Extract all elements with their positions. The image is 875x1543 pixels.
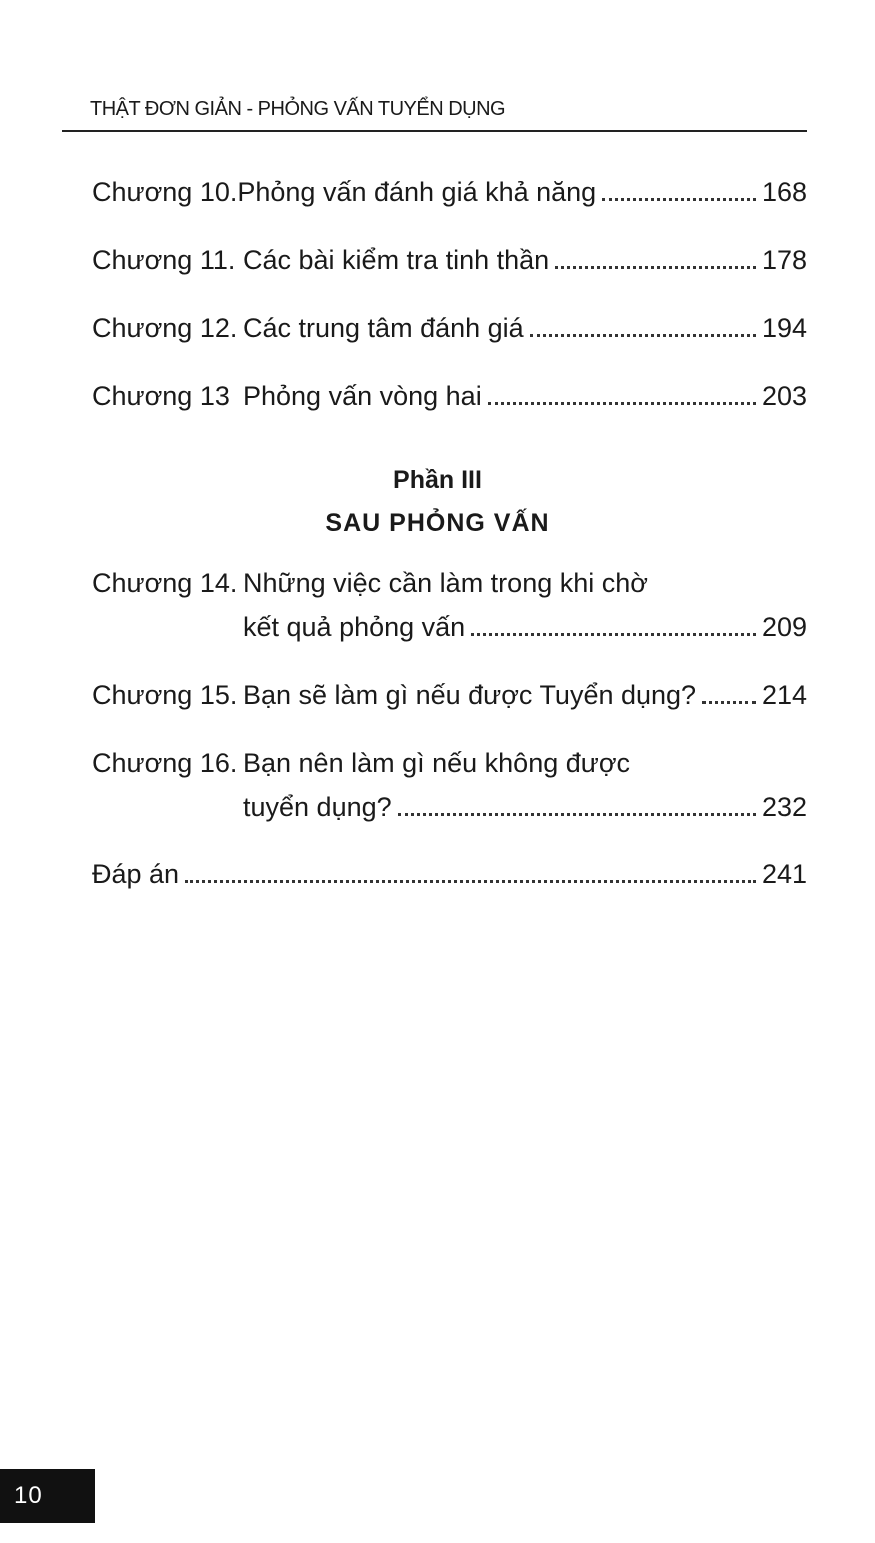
page-number: 194 xyxy=(761,313,807,343)
page-number: 214 xyxy=(761,680,807,710)
chapter-label: Chương 13 xyxy=(92,381,230,411)
dot-leader xyxy=(185,880,756,883)
page-number: 203 xyxy=(761,381,807,411)
toc-entry-answers[interactable] xyxy=(92,856,807,892)
chapter-label: Chương 16. xyxy=(92,748,238,778)
chapter-title-continued: tuyển dụng? xyxy=(243,792,392,822)
toc-entry-chapter-10[interactable] xyxy=(92,174,807,210)
page-folio: 10 xyxy=(0,1469,95,1523)
page-number: 209 xyxy=(761,612,807,642)
dot-leader xyxy=(488,402,756,405)
page-number: 178 xyxy=(761,245,807,275)
toc-entry-chapter-15[interactable] xyxy=(92,677,807,713)
chapter-title: Các bài kiểm tra tinh thần xyxy=(243,245,550,275)
chapter-title-continued: kết quả phỏng vấn xyxy=(243,612,466,642)
toc-entry-chapter-14[interactable] xyxy=(92,565,807,601)
chapter-title: Các trung tâm đánh giá xyxy=(243,313,524,343)
chapter-title: Phỏng vấn đánh giá khả năng xyxy=(237,177,597,207)
chapter-title: Phỏng vấn vòng hai xyxy=(243,381,482,411)
part-title: SAU PHỎNG VẤN xyxy=(325,509,550,537)
chapter-title: Những việc cần làm trong khi chờ xyxy=(243,568,648,598)
page-number: 168 xyxy=(761,177,807,207)
header-rule xyxy=(62,130,807,132)
dot-leader xyxy=(530,334,756,337)
chapter-label: Chương 14. xyxy=(92,568,238,598)
toc-entry-chapter-11[interactable] xyxy=(92,242,807,278)
chapter-title: Bạn sẽ làm gì nếu được Tuyển dụng? xyxy=(243,680,697,710)
dot-leader xyxy=(471,633,756,636)
page-number: 232 xyxy=(761,792,807,822)
page-number: 241 xyxy=(761,859,807,889)
toc-entry-chapter-14-continued[interactable] xyxy=(92,609,807,645)
dot-leader xyxy=(398,813,756,816)
answers-label: Đáp án xyxy=(92,859,180,889)
toc-entry-chapter-12[interactable] xyxy=(92,310,807,346)
dot-leader xyxy=(602,198,756,201)
chapter-label: Chương 12. xyxy=(92,313,238,343)
chapter-label: Chương 11. xyxy=(92,245,236,275)
part-number: Phần III xyxy=(393,466,482,494)
chapter-title: Bạn nên làm gì nếu không được xyxy=(243,748,631,778)
toc-entry-chapter-13[interactable] xyxy=(92,378,807,414)
dot-leader xyxy=(555,266,756,269)
chapter-label: Chương 10. xyxy=(92,177,238,207)
dot-leader xyxy=(702,701,756,704)
running-header: THẬT ĐƠN GIẢN - PHỎNG VẤN TUYỂN DỤNG xyxy=(90,98,506,120)
chapter-label: Chương 15. xyxy=(92,680,238,710)
toc-entry-chapter-16[interactable] xyxy=(92,745,807,781)
toc-entry-chapter-16-continued[interactable] xyxy=(92,789,807,825)
